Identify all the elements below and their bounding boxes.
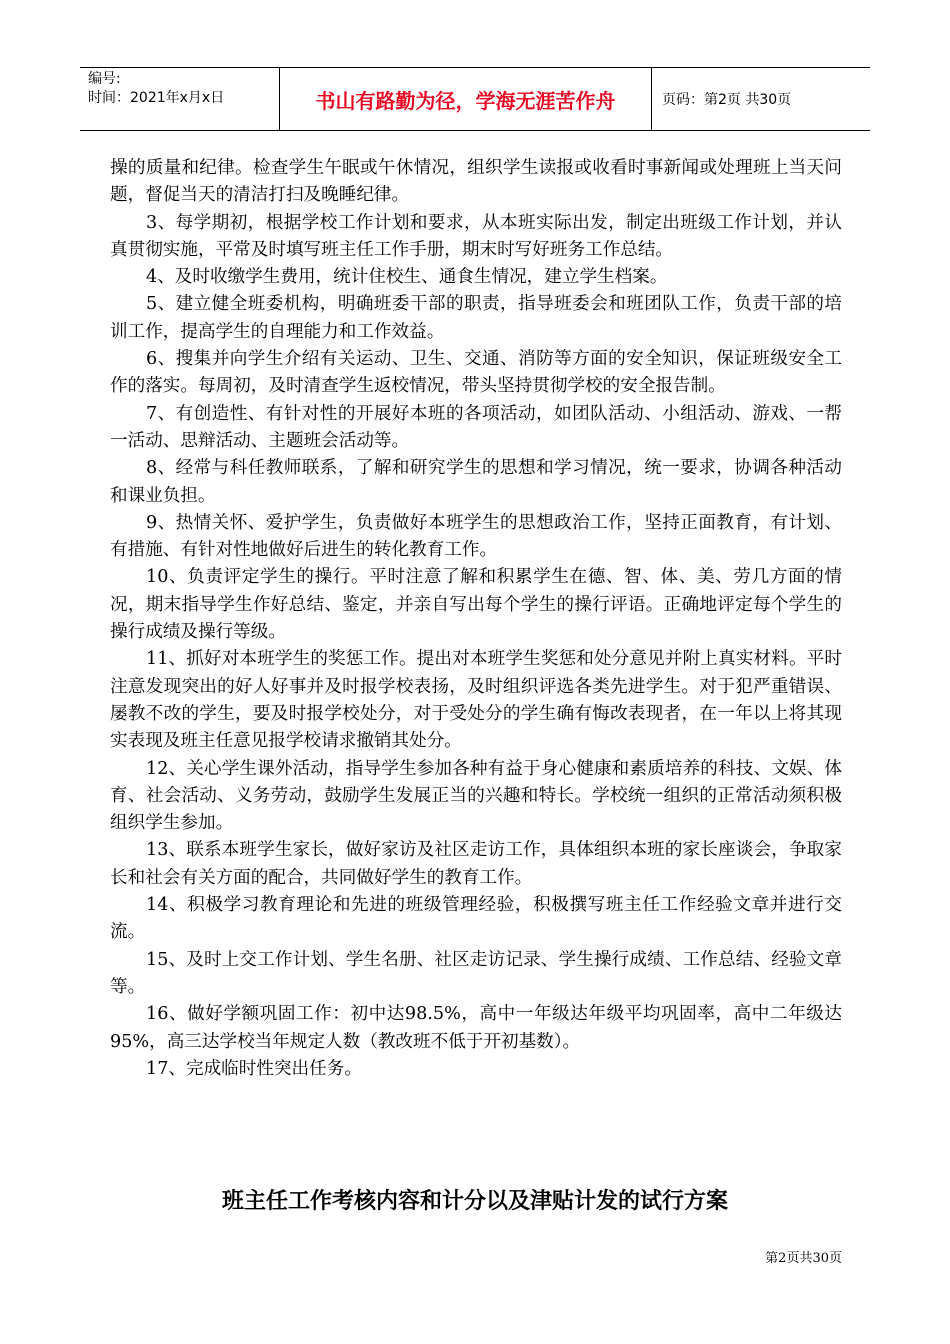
page-header xyxy=(80,67,870,131)
paragraph: 10、负责评定学生的操行。平时注意了解和积累学生在德、智、体、美、劳几方面的情况，期末指导学生作好总结、鉴定，并亲自写出每个学生的操行评语。正确地评定每个学生的操行成绩及操行等级。 xyxy=(110,567,842,643)
paragraph: 15、及时上交工作计划、学生名册、社区走访记录、学生操行成绩、工作总结、经验文章等。 xyxy=(110,949,842,997)
body-text xyxy=(110,155,842,1083)
header-page-code: 页码：第2页 共30页 xyxy=(662,92,792,108)
section-title: 班主任工作考核内容和计分以及津贴计发的试行方案 xyxy=(221,1189,728,1214)
paragraph: 9、热情关怀、爱护学生，负责做好本班学生的思想政治工作，坚持正面教育，有计划、有措施、有针对性地做好后进生的转化教育工作。 xyxy=(110,512,842,561)
header-meta-cell xyxy=(80,68,280,130)
paragraph: 13、联系本班学生家长，做好家访及社区走访工作，具体组织本班的家长座谈会，争取家长和社会有关方面的配合，共同做好学生的教育工作。 xyxy=(110,840,842,888)
paragraph: 7、有创造性、有针对性的开展好本班的各项活动，如团队活动、小组活动、游戏、一帮一活动、思辩活动、主题班会活动等。 xyxy=(110,403,842,451)
page-footer: 第2页共30页 xyxy=(765,1251,842,1266)
paragraph: 17、完成临时性突出任务。 xyxy=(146,1058,362,1079)
paragraph: 11、抓好对本班学生的奖惩工作。提出对本班学生奖惩和处分意见并附上真实材料。平时注意发现突出的好人好事并及时报学校表扬，及时组织评选各类先进学生。对于犯严重错误、屡教不改的学生，要及时报学校处分，对于受处分的学生确有悔改表现者，在一年以上将其现实表现及班主任意见报学校请求撤销其处分。 xyxy=(110,649,842,752)
paragraph: 3、每学期初，根据学校工作计划和要求，从本班实际出发，制定出班级工作计划，并认真贯彻实施，平常及时填写班主任工作手册，期末时写好班务工作总结。 xyxy=(110,212,842,260)
paragraph: 操的质量和纪律。检查学生午眠或午休情况，组织学生读报或收看时事新闻或处理班上当天问题，督促当天的清洁打扫及晚睡纪律。 xyxy=(110,158,842,206)
paragraph: 5、建立健全班委机构，明确班委干部的职责，指导班委会和班团队工作，负责干部的培训工作，提高学生的自理能力和工作效益。 xyxy=(110,294,842,342)
paragraph: 16、做好学额巩固工作：初中达98.5%，高中一年级达年级平均巩固率，高中二年级达95%，高三达学校当年规定人数（教改班不低于开初基数）。 xyxy=(110,1004,842,1052)
paragraph: 4、及时收缴学生费用，统计住校生、通食生情况，建立学生档案。 xyxy=(146,267,668,288)
document-time-label: 时间：2021年x月x日 xyxy=(88,90,225,106)
paragraph: 12、关心学生课外活动，指导学生参加各种有益于身心健康和素质培养的科技、文娱、体育、社会活动、义务劳动，鼓励学生发展正当的兴趣和特长。学校统一组织的正常活动须积极组织学生参加。 xyxy=(110,758,842,834)
document-number-label: 编号: xyxy=(88,71,121,87)
paragraph: 8、经常与科任教师联系，了解和研究学生的思想和学习情况，统一要求，协调各种活动和课业负担。 xyxy=(110,458,842,506)
paragraph: 14、积极学习教育理论和先进的班级管理经验，积极撰写班主任工作经验文章并进行交流。 xyxy=(110,895,842,943)
header-motto: 书山有路勤为径，学海无涯苦作舟 xyxy=(280,68,652,130)
paragraph: 6、搜集并向学生介绍有关运动、卫生、交通、消防等方面的安全知识，保证班级安全工作的落实。每周初，及时清查学生返校情况，带头坚持贯彻学校的安全报告制。 xyxy=(110,349,842,397)
